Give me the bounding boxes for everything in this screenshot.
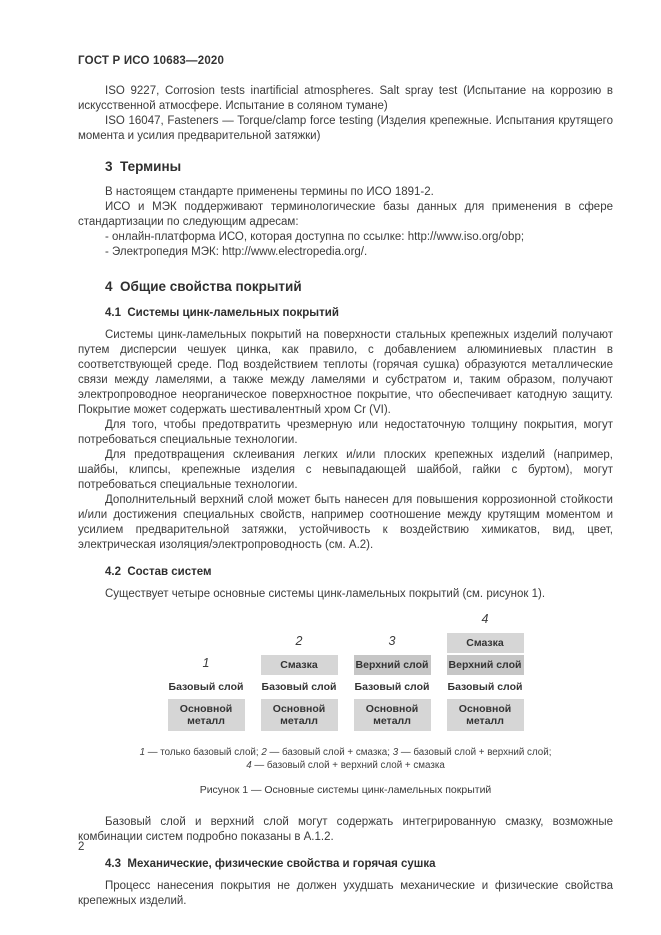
reference-iso-16047: ISO 16047, Fasteners — Torque/clamp force testing (Изделия крепежные. Испытания крутящего момента и усилия предварительной затяжки) [78,115,613,142]
layer-box-base-metal: Основной металл [354,699,431,731]
doc-number-header: ГОСТ Р ИСО 10683—2020 [78,55,225,67]
section-3-list-item-iso: - онлайн-платформа ИСО, которая доступна по ссылке: http://www.iso.org/obp; [105,231,525,243]
coating-system-column-2 [261,634,338,731]
page-number: 2 [78,841,85,853]
figure-1-columns [78,612,613,731]
layer-box-top-coat: Верхний слой [447,655,524,675]
layer-box-base-metal: Основной металл [261,699,338,731]
column-1-label: 1 [202,656,210,670]
section-4-1-paragraph-4: Дополнительный верхний слой может быть нанесен для повышения коррозионной стойкости и/или достижения специальных свойств, например соотношение между крутящим моментом и усилием предварительной затяжки, устойчивость к воздействию химикатов, вид, цвет, электрическая изоляция/электропроводность (см. А.2). [78,494,613,551]
layer-box-base-metal: Основной металл [168,699,245,731]
section-4-2-heading: 4.2 Состав систем [105,566,212,578]
section-3-paragraph-1: В настоящем стандарте применены термины по ИСО 1891-2. [105,186,434,198]
section-4-2-paragraph-2: Базовый слой и верхний слой могут содержать интегрированную смазку, возможные комбинации систем подробно показаны в А.1.2. [78,816,613,843]
section-4-heading: 4 Общие свойства покрытий [105,279,302,294]
section-4-1-paragraph-3: Для предотвращения склеивания легких и/или плоских крепежных изделий (например, шайбы, клипсы, крепежные изделия с невыпадающей шайбой, гайки с буртом), могут потребоваться специальные технологии. [78,449,613,491]
column-2-label: 2 [295,634,303,648]
layer-box-top-coat: Верхний слой [354,655,431,675]
section-3-paragraph-2: ИСО и МЭК поддерживают терминологические базы данных для применения в сфере стандартизации по следующим адресам: [78,201,613,228]
layer-box-lubricant: Смазка [447,633,524,653]
section-4-3-heading: 4.3 Механические, физические свойства и горячая сушка [105,858,436,870]
layer-box-lubricant: Смазка [261,655,338,675]
section-4-2-paragraph-1: Существует четыре основные системы цинк-ламельных покрытий (см. рисунок 1). [105,588,546,600]
layer-box-base-coat: Базовый слой [261,677,338,697]
layer-box-base-coat: Базовый слой [168,677,245,697]
section-4-1-paragraph-2: Для того, чтобы предотвратить чрезмерную или недостаточную толщину покрытия, могут потребоваться специальные технологии. [78,419,613,446]
section-3-heading: 3 Термины [105,159,182,174]
section-4-3-paragraph-1: Процесс нанесения покрытия не должен ухудшать механические и физические свойства крепежных изделий. [78,880,613,907]
figure-1 [78,612,613,796]
column-3-label: 3 [388,634,396,648]
layer-box-base-coat: Базовый слой [447,677,524,697]
section-4-1-paragraph-1: Системы цинк-ламельных покрытий на поверхности стальных крепежных изделий получают путем дисперсии чешуек цинка, как правило, с добавлением алюминиевых пластин в соответствующей среде. Под воздействием теплоты (горячая сушка) образуются металлические связи между ламелями, а также между ламелями и субстратом и, таким образом, получают электропроводное неорганическое поверхностное покрытие, что обеспечивает катодную защиту. Покрытие может содержать шестивалентный хром Cr (VI). [78,329,613,416]
layer-box-base-metal: Основной металл [447,699,524,731]
coating-system-column-1 [168,656,245,731]
figure-1-legend-line-1: 1 — только базовый слой; 2 — базовый слой + смазка; 3 — базовый слой + верхний слой; [139,747,552,758]
layer-box-base-coat: Базовый слой [354,677,431,697]
coating-system-column-4 [447,612,524,731]
figure-1-caption: Рисунок 1 — Основные системы цинк-ламельных покрытий [199,784,492,796]
figure-1-legend [78,746,613,772]
figure-1-legend-line-2: 4 — базовый слой + верхний слой + смазка [246,760,445,771]
coating-system-column-3 [354,634,431,731]
column-4-label: 4 [481,612,489,626]
section-4-1-heading: 4.1 Системы цинк-ламельных покрытий [105,307,339,319]
reference-iso-9227: ISO 9227, Corrosion tests inartificial atmospheres. Salt spray test (Испытание на коррозию в искусственной атмосфере. Испытание в соляном тумане) [78,85,613,112]
section-3-list-item-iec: - Электропедия МЭК: http://www.electropedia.org/. [105,246,368,258]
